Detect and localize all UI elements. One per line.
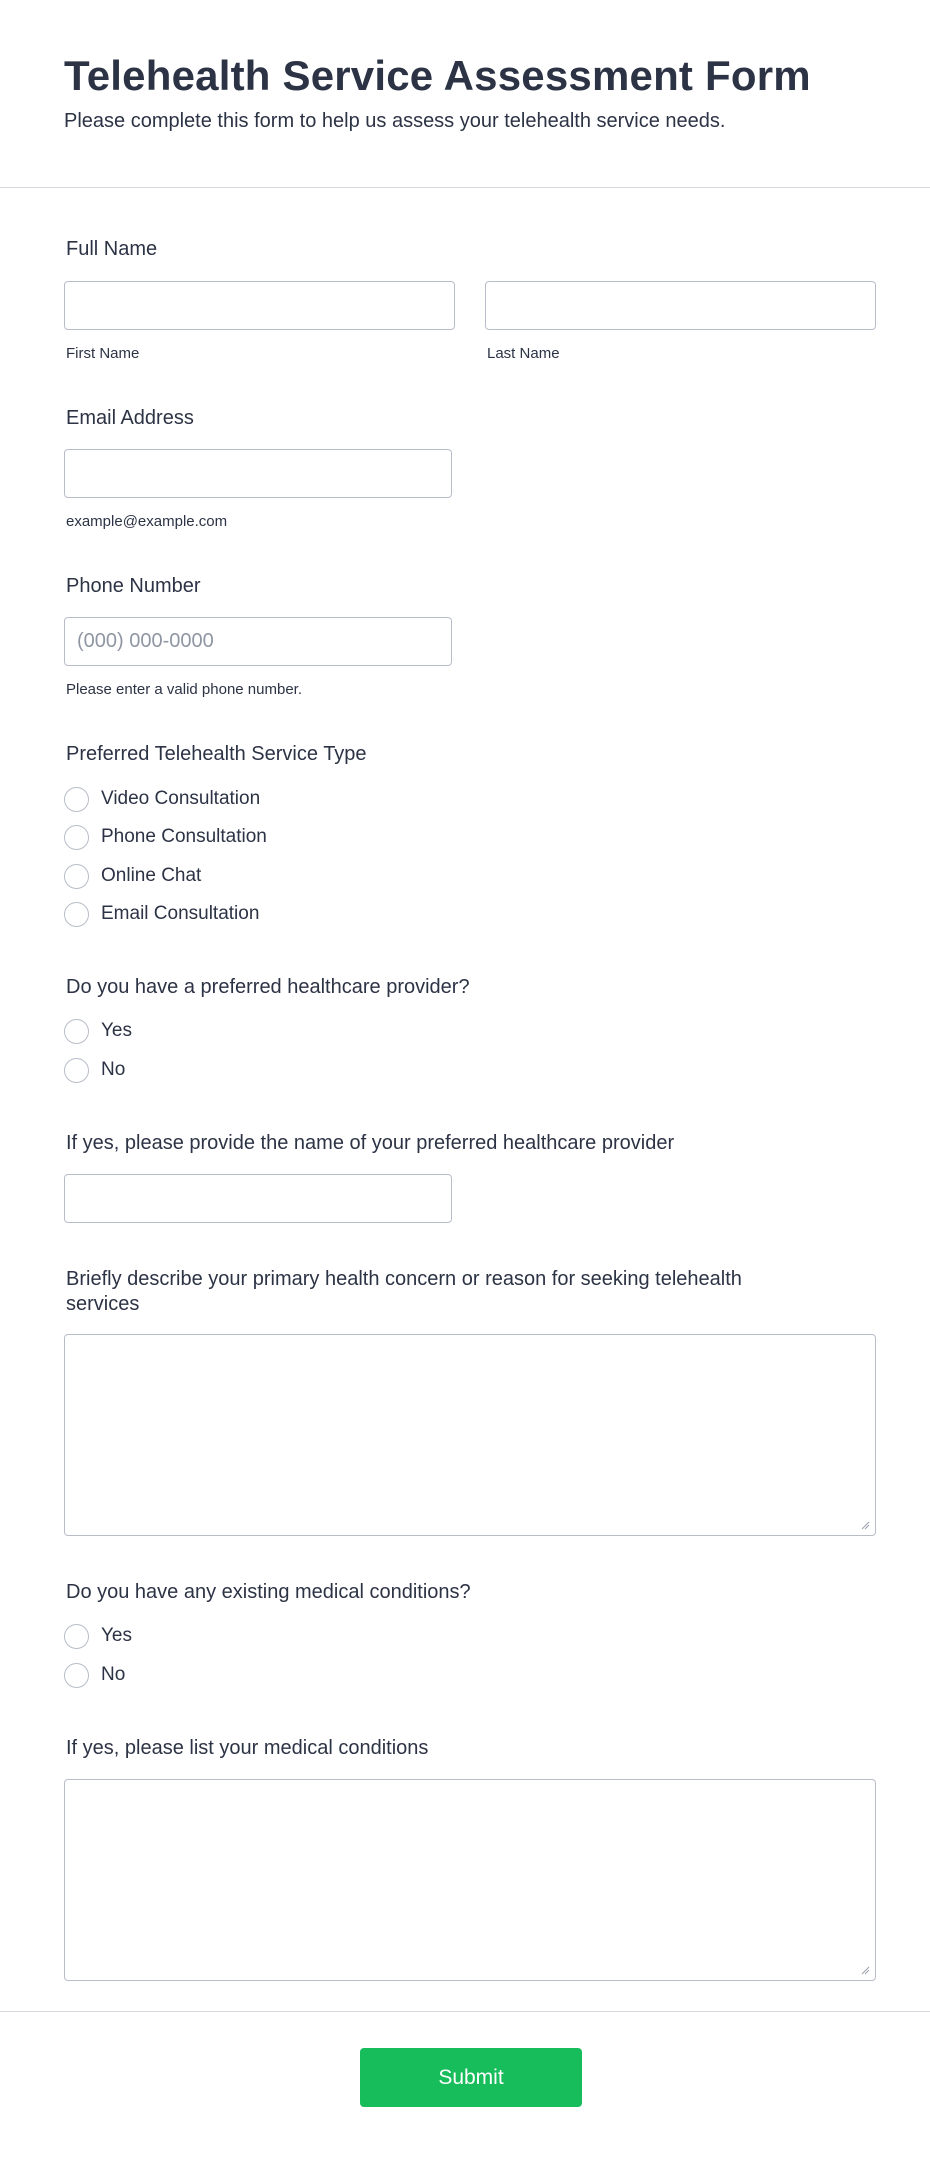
health-concern-label-line2: services: [66, 1293, 140, 1315]
radio-option-video-consultation[interactable]: [64, 784, 260, 814]
radio-button[interactable]: [64, 864, 89, 889]
radio-option-provider-no[interactable]: [64, 1055, 125, 1085]
radio-option-online-chat[interactable]: [64, 861, 201, 891]
radio-label: No: [101, 1059, 126, 1080]
radio-label: Yes: [101, 1625, 132, 1646]
resize-handle-icon[interactable]: [860, 1520, 870, 1530]
form-title: Telehealth Service Assessment Form: [64, 52, 811, 99]
radio-option-conditions-yes[interactable]: [64, 1621, 132, 1651]
email-label: Email Address: [66, 407, 194, 429]
phone-sublabel: Please enter a valid phone number.: [66, 681, 302, 698]
preferred-provider-label: Do you have a preferred healthcare provider?: [66, 976, 470, 998]
resize-handle-icon[interactable]: [860, 1965, 870, 1975]
existing-conditions-label: Do you have any existing medical conditions?: [66, 1581, 471, 1603]
first-name-input[interactable]: [64, 281, 455, 330]
radio-button[interactable]: [64, 825, 89, 850]
submit-button[interactable]: Submit: [360, 2048, 582, 2107]
radio-option-email-consultation[interactable]: [64, 899, 259, 929]
radio-label: Online Chat: [101, 865, 202, 886]
radio-button[interactable]: [64, 787, 89, 812]
radio-label: Email Consultation: [101, 903, 260, 924]
conditions-list-textarea[interactable]: [64, 1779, 876, 1981]
health-concern-textarea[interactable]: [64, 1334, 876, 1536]
form-header: [0, 0, 930, 188]
first-name-sublabel: First Name: [66, 345, 140, 362]
radio-button[interactable]: [64, 1019, 89, 1044]
radio-option-provider-yes[interactable]: [64, 1016, 132, 1046]
service-type-label: Preferred Telehealth Service Type: [66, 743, 367, 765]
last-name-input[interactable]: [485, 281, 876, 330]
radio-label: Yes: [101, 1020, 132, 1041]
full-name-label: Full Name: [66, 238, 158, 260]
radio-label: Video Consultation: [101, 788, 261, 809]
provider-name-label: If yes, please provide the name of your preferred healthcare provider: [66, 1132, 675, 1154]
phone-label: Phone Number: [66, 575, 201, 597]
form-subtitle: Please complete this form to help us assess your telehealth service needs.: [64, 110, 726, 132]
radio-button[interactable]: [64, 1058, 89, 1083]
radio-option-conditions-no[interactable]: [64, 1660, 125, 1690]
radio-label: No: [101, 1664, 126, 1685]
health-concern-label-line1: Briefly describe your primary health concern or reason for seeking telehealth: [66, 1268, 742, 1290]
radio-button[interactable]: [64, 1663, 89, 1688]
radio-label: Phone Consultation: [101, 826, 267, 847]
conditions-list-label: If yes, please list your medical conditions: [66, 1737, 429, 1759]
radio-button[interactable]: [64, 902, 89, 927]
phone-input[interactable]: [64, 617, 452, 666]
email-sublabel: example@example.com: [66, 513, 228, 530]
radio-button[interactable]: [64, 1624, 89, 1649]
provider-name-input[interactable]: [64, 1174, 452, 1223]
last-name-sublabel: Last Name: [487, 345, 560, 362]
radio-option-phone-consultation[interactable]: [64, 822, 267, 852]
email-input[interactable]: [64, 449, 452, 498]
